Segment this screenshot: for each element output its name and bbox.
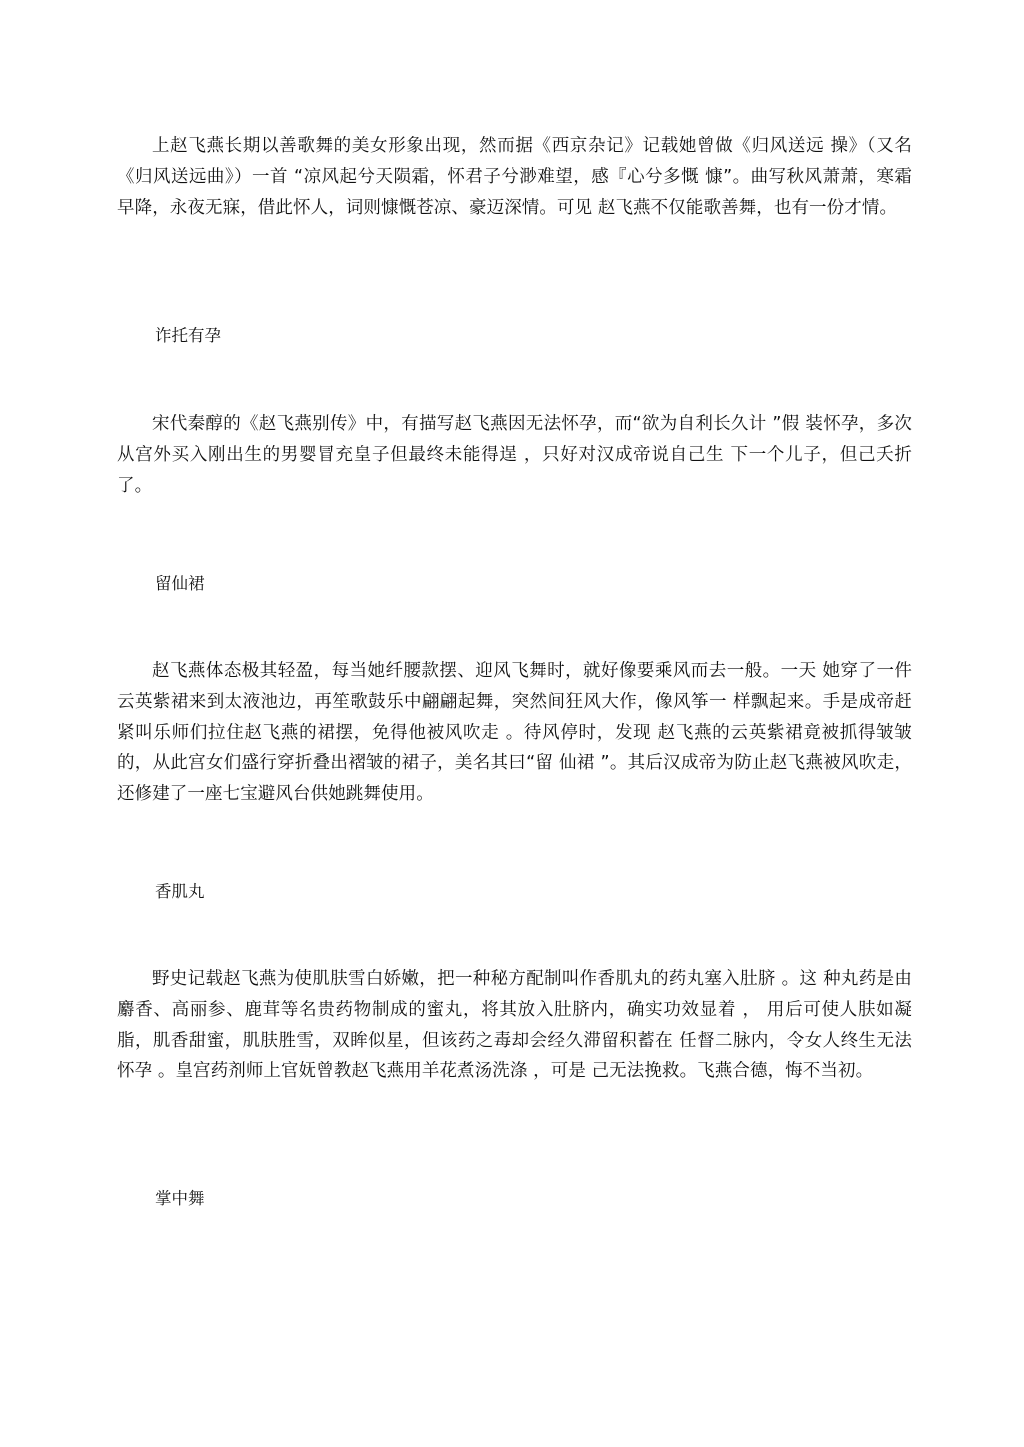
paragraph-intro: 上赵飞燕长期以善歌舞的美女形象出现，然而据《西京杂记》记载她曾做《归风送远 操》（又名《归风送远曲》）一首 “凉风起兮天陨霜，怀君子兮渺难望，感『心兮多慨 慷”。曲写秋风萧萧，寒霜早降，永夜无寐，借此怀人，词则慷慨苍凉、豪迈深情。可见 赵飞燕不仅能歌善舞，也有一份才情。 [117,136,912,218]
section-heading-palm-dance: 掌中舞 [155,1189,205,1208]
paragraph-liuxian-skirt: 赵飞燕体态极其轻盈，每当她纤腰款摆、迎风飞舞时，就好像要乘风而去一般。一天 她穿了一件云英紫裙来到太液池边，再笙歌鼓乐中翩翩起舞，突然间狂风大作，像风筝一 样飘起来。手是成帝赶紧叫乐师们拉住赵飞燕的裙摆，免得他被风吹走 。待风停时，发现 赵飞燕的云英紫裙竟被抓得皱皱的，从此宫女们盛行穿折叠出褶皱的裙子，美名其曰“留 仙裙 ”。其后汉成帝为防止赵飞燕被风吹走，还修建了一座七宝避风台供她跳舞使用。 [117,661,912,805]
section-heading-liuxian-skirt: 留仙裙 [155,574,205,593]
paragraph-xiangji-pill: 野史记载赵飞燕为使肌肤雪白娇嫩，把一种秘方配制叫作香肌丸的药丸塞入肚脐 。这 种丸药是由麝香、高丽参、鹿茸等名贵药物制成的蜜丸，将其放入肚脐内，确实功效显着 ， 用后可使人肤如凝脂，肌香甜蜜，肌肤胜雪，双眸似星，但该药之毒却会经久滞留积蓄在 任督二脉内，令女人终生无法怀孕 。皇宫药剂师上官妩曾教赵飞燕用羊花煮汤洗涤 ，可是 己无法挽救。飞燕合德，悔不当初。 [117,969,912,1082]
paragraph-pregnancy: 宋代秦醇的《赵飞燕别传》中，有描写赵飞燕因无法怀孕，而“欲为自利长久计 ”假 装怀孕，多次从宫外买入刚出生的男婴冒充皇子但最终未能得逞 ，只好对汉成帝说自己生 下一个儿子，但己夭折了。 [117,414,912,496]
section-heading-pregnancy: 诈托有孕 [155,326,221,345]
section-heading-xiangji-pill: 香肌丸 [155,882,205,901]
